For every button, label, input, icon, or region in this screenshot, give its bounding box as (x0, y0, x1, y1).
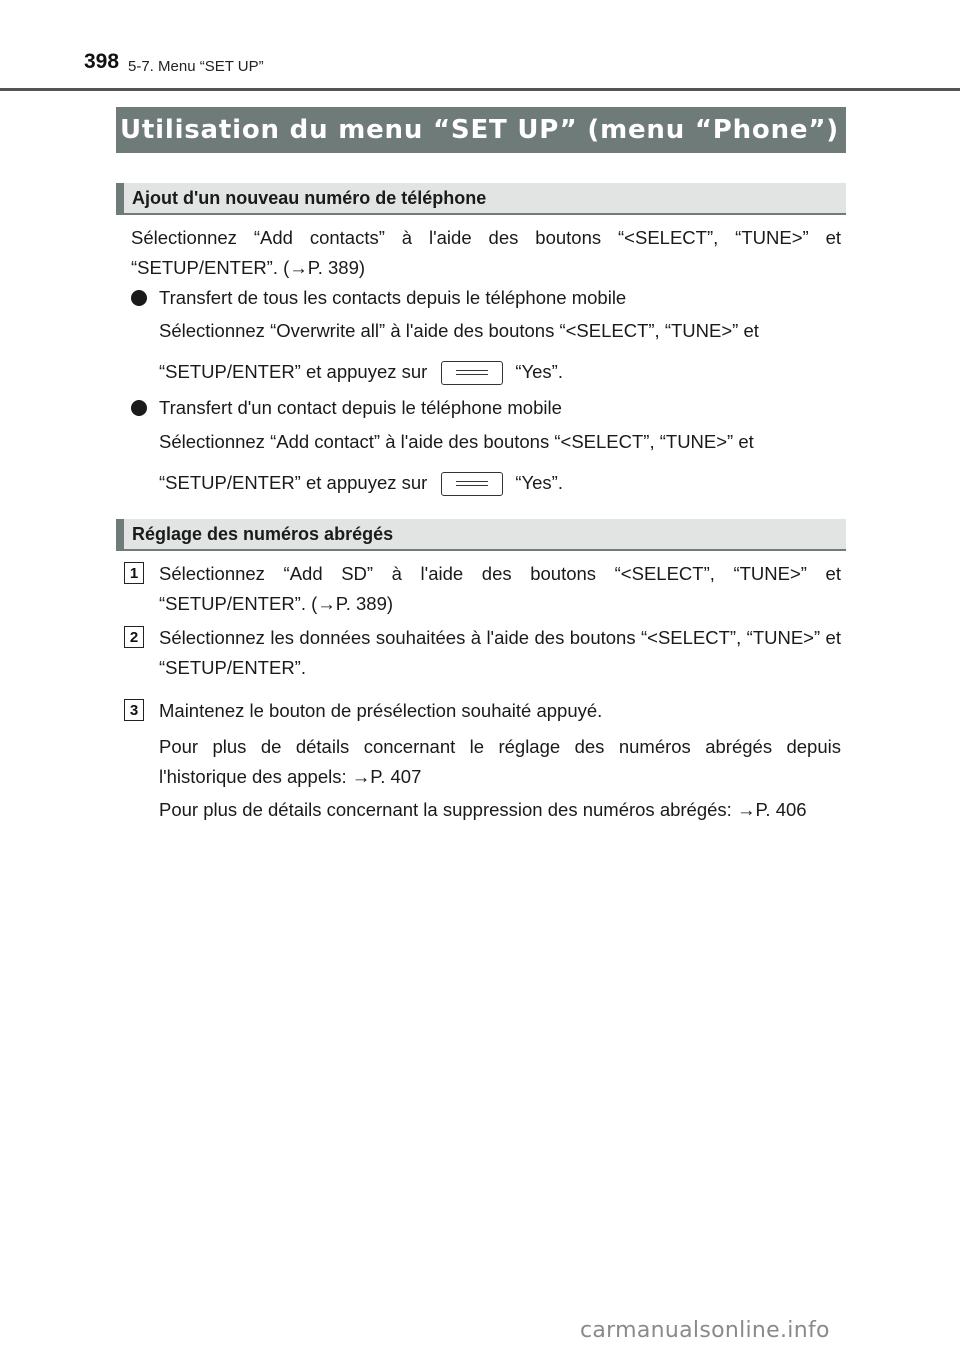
section-heading-add-number (116, 183, 846, 215)
bullet-title: Transfert de tous les contacts depuis le téléphone mobile (159, 287, 627, 308)
section-intro-text: Sélectionnez “Add contacts” à l'aide des boutons “<SELECT”, “TUNE>” et “SETUP/ENTER”. (→P. 389) (131, 227, 841, 278)
section-heading-speed-dial (116, 519, 846, 551)
step-number-badge: 1 (124, 562, 144, 584)
step-text: Maintenez le bouton de présélection souhaité appuyé. (159, 700, 603, 721)
step-text: Sélectionnez “Add SD” à l'aide des boutons “<SELECT”, “TUNE>” et “SETUP/ENTER”. (→P. 389) (159, 563, 841, 614)
page-title: Utilisation du menu “SET UP” (menu “Phone”) (120, 115, 839, 145)
header-divider (0, 88, 960, 91)
setup-enter-button-icon (441, 361, 503, 385)
step-number-badge: 2 (124, 626, 144, 648)
bullet-icon (131, 290, 147, 306)
page-title-banner (116, 107, 846, 153)
instruction-text: “SETUP/ENTER” et appuyez sur (159, 472, 428, 493)
instruction-text: “SETUP/ENTER” et appuyez sur (159, 361, 428, 382)
step-text: Sélectionnez les données souhaitées à l'aide des boutons “<SELECT”, “TUNE>” et “SETUP/ENTER”. (159, 627, 841, 678)
step-note: Pour plus de détails concernant la suppression des numéros abrégés: →P. 406 (159, 799, 807, 820)
bullet-icon (131, 400, 147, 416)
instruction-text: “Yes”. (515, 361, 563, 382)
bullet-instruction-line: Sélectionnez “Overwrite all” à l'aide des boutons “<SELECT”, “TUNE>” et (159, 320, 759, 341)
bullet-instruction-line (159, 468, 841, 498)
bullet-instruction-line (159, 357, 841, 387)
section-reference: 5-7. Menu “SET UP” (128, 58, 264, 75)
step-note: Pour plus de détails concernant le réglage des numéros abrégés depuis l'historique des appels: →P. 407 (159, 736, 841, 787)
page-number: 398 (84, 50, 120, 73)
section-heading-label: Ajout d'un nouveau numéro de téléphone (132, 187, 487, 208)
step-number-badge: 3 (124, 699, 144, 721)
setup-enter-button-icon (441, 472, 503, 496)
bullet-instruction-line: Sélectionnez “Add contact” à l'aide des boutons “<SELECT”, “TUNE>” et (159, 431, 754, 452)
instruction-text: “Yes”. (515, 472, 563, 493)
section-heading-label: Réglage des numéros abrégés (132, 523, 394, 544)
watermark: carmanualsonline.info (580, 1318, 830, 1343)
bullet-title: Transfert d'un contact depuis le téléphone mobile (159, 397, 562, 418)
